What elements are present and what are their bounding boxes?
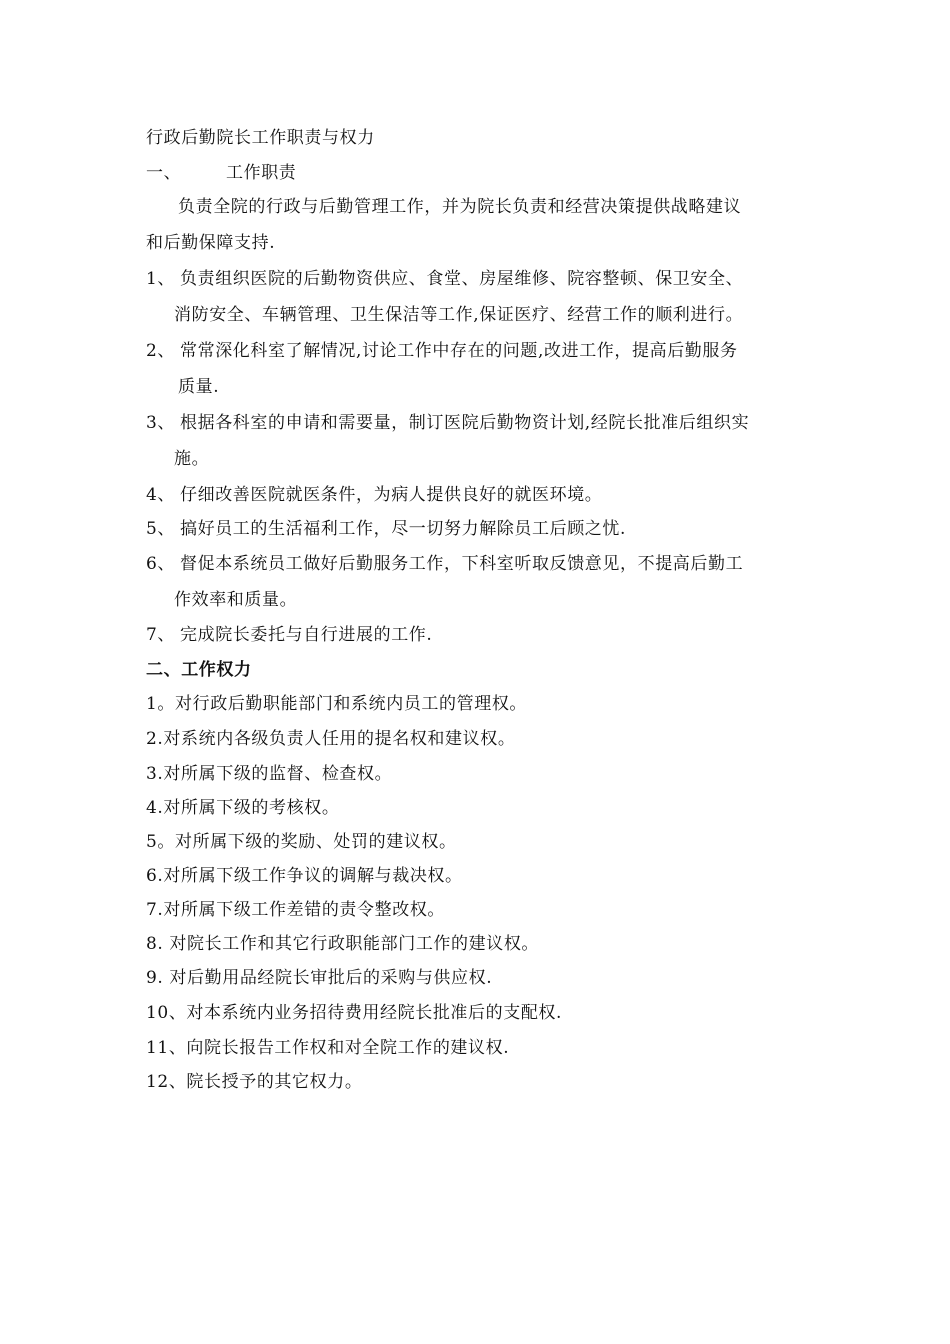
power-item-3: 3.对所属下级的监督、检查权。 (146, 764, 393, 784)
duty-item-number: 7、 (146, 625, 176, 645)
power-item-8: 8. 对院长工作和其它行政职能部门工作的建议权。 (146, 934, 540, 954)
duty-item-number: 6、 (146, 554, 176, 574)
duty-item-number: 2、 (146, 341, 176, 361)
section1-intro-line2: 和后勤保障支持. (146, 233, 276, 253)
power-item-4: 4.对所属下级的考核权。 (146, 798, 340, 818)
section1-intro-line1: 负责全院的行政与后勤管理工作，并为院长负责和经营决策提供战略建议 (178, 197, 742, 217)
power-item-1: 1。对行政后勤职能部门和系统内员工的管理权。 (146, 694, 528, 714)
duty-item-text: 搞好员工的生活福利工作，尽一切努力解除员工后顾之忧. (180, 519, 627, 539)
duty-item-text: 完成院长委托与自行进展的工作. (180, 625, 433, 645)
power-item-5: 5。对所属下级的奖励、处罚的建议权。 (146, 832, 457, 852)
duty-item-2-continuation: 质量. (178, 377, 220, 397)
duty-item-text: 常常深化科室了解情况,讨论工作中存在的问题,改进工作，提高后勤服务 (180, 341, 738, 361)
power-item-12: 12、院长授予的其它权力。 (146, 1072, 363, 1092)
duty-item-text: 根据各科室的申请和需要量，制订医院后勤物资计划,经院长批准后组织实 (180, 413, 750, 433)
duty-item-6 (146, 553, 743, 575)
power-item-10: 10、对本系统内业务招待费用经院长批准后的支配权. (146, 1003, 563, 1023)
duty-item-6-continuation: 作效率和质量。 (174, 590, 298, 610)
duty-item-text: 负责组织医院的后勤物资供应、食堂、房屋维修、院容整顿、保卫安全、 (180, 269, 744, 289)
duty-item-2 (146, 340, 738, 362)
duty-item-7 (146, 624, 432, 646)
duty-item-number: 1、 (146, 269, 176, 289)
duty-item-3 (146, 412, 749, 434)
section1-heading (146, 162, 296, 184)
power-item-6: 6.对所属下级工作争议的调解与裁决权。 (146, 866, 463, 886)
section1-number: 一、 (146, 163, 182, 183)
duty-item-4 (146, 484, 602, 506)
section2-heading: 二、工作权力 (146, 660, 252, 680)
power-item-9: 9. 对后勤用品经院长审批后的采购与供应权. (146, 968, 493, 988)
duty-item-number: 3、 (146, 413, 176, 433)
power-item-11: 11、向院长报告工作权和对全院工作的建议权. (146, 1038, 510, 1058)
duty-item-number: 4、 (146, 485, 176, 505)
duty-item-3-continuation: 施。 (174, 449, 210, 469)
duty-item-number: 5、 (146, 519, 176, 539)
duty-item-1-continuation: 消防安全、车辆管理、卫生保洁等工作,保证医疗、经营工作的顺利进行。 (174, 305, 744, 325)
section1-heading-text: 工作职责 (226, 163, 297, 183)
duty-item-5 (146, 518, 626, 540)
duty-item-text: 仔细改善医院就医条件，为病人提供良好的就医环境。 (180, 485, 603, 505)
document-title: 行政后勤院长工作职责与权力 (146, 128, 375, 148)
power-item-7: 7.对所属下级工作差错的责令整改权。 (146, 900, 446, 920)
power-item-2: 2.对系统内各级负责人任用的提名权和建议权。 (146, 729, 516, 749)
duty-item-1 (146, 268, 743, 290)
duty-item-text: 督促本系统员工做好后勤服务工作，下科室听取反馈意见，不提高后勤工 (180, 554, 744, 574)
